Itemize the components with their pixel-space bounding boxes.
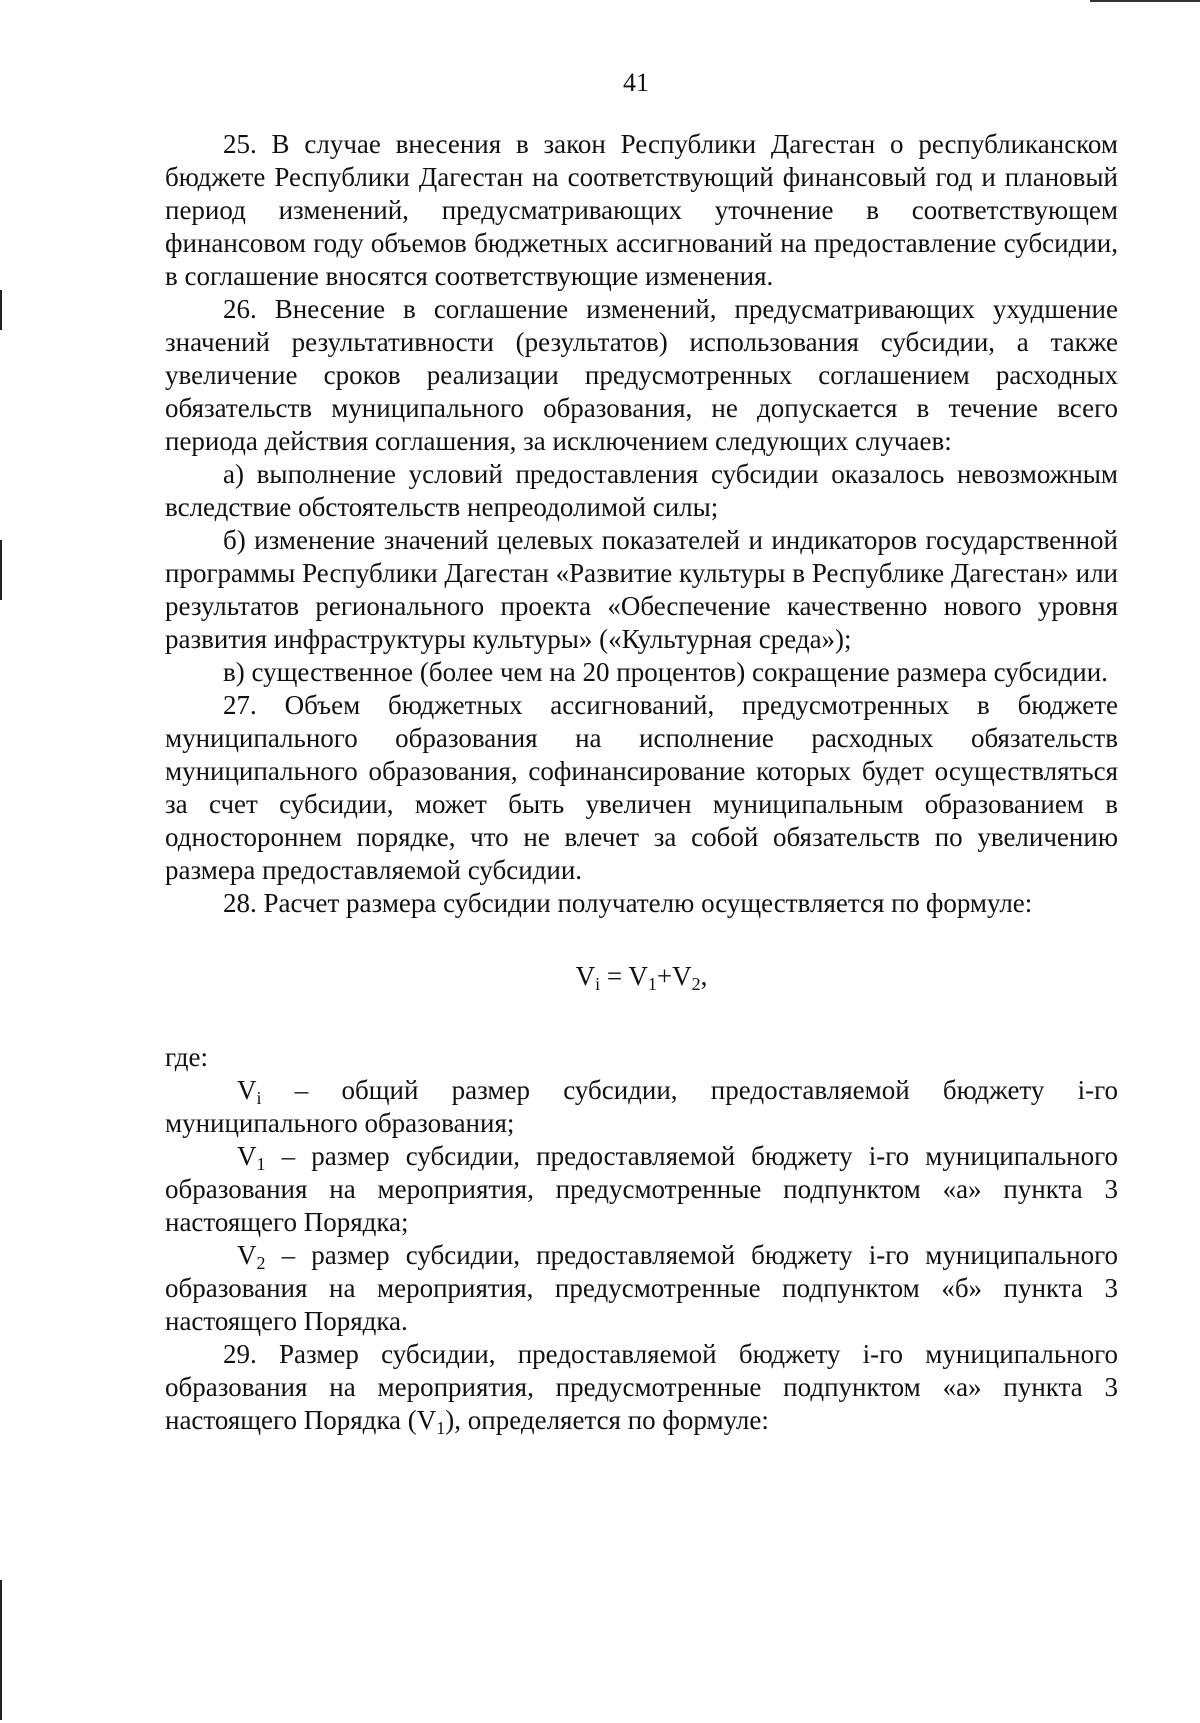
definition-v2 [165,1239,1118,1338]
scan-edge-top [1090,0,1200,2]
definition-v2-symbol: V [237,1240,257,1270]
scan-edge-left [0,290,2,330]
definition-vi [165,1074,1118,1140]
formula-lhs: V [575,961,596,991]
definition-vi-text: – общий размер субсидии, предоставляемой бюджету i-го муниципального образования; [165,1075,1118,1138]
scan-edge-left [0,1580,2,1720]
document-body [165,128,1118,1437]
definition-vi-symbol: V [237,1075,257,1105]
paragraph-29-end: ), определяется по формуле: [445,1405,769,1435]
definition-vi-sub: i [256,1088,262,1108]
paragraph-29-text: 29. Размер субсидии, предоставляемой бюджету i-го муниципального образования на мероприятия, предусмотренные подпунктом «а» пункта 3 настоящего Порядка (V [165,1339,1118,1435]
definition-v1-text: – размер субсидии, предоставляемой бюджету i-го муниципального образования на мероприятия, предусмотренные подпунктом «а» пункта 3 настоящего Порядка; [165,1141,1118,1237]
formula-t1-sub: 1 [647,974,657,994]
formula-vi [165,960,1118,993]
paragraph-29-sub: 1 [436,1418,446,1438]
formula-eq: = V [600,961,648,991]
formula-lhs-sub: i [595,974,601,994]
page-number: 41 [623,68,649,97]
definition-v2-sub: 2 [256,1253,266,1273]
formula-t2-sub: 2 [691,974,701,994]
paragraph-27: 27. Объем бюджетных ассигнований, предусмотренных в бюджете муниципального образования на исполнение расходных обязательств муниципального образования, софинансирование которых будет осуществляться за счет субсидии, может быть увеличен муниципальным образованием в одностороннем порядке, что не влечет за собой обязательств по увеличению размера предоставляемой субсидии. [165,690,1118,885]
scan-edge-left [0,540,2,600]
formula-end: , [700,961,708,991]
where-label: где: [165,1042,208,1072]
paragraph-25: 25. В случае внесения в закон Республики Дагестан о республиканском бюджете Республики Дагестан на соответствующий финансовый год и плановый период изменений, предусматривающих уточнение в соответствующем финансовом году объемов бюджетных ассигнований на предоставление субсидии, в соглашение вносятся соответствующие изменения. [165,129,1118,291]
paragraph-26-a: а) выполнение условий предоставления субсидии оказалось невозможным вследствие обстоятельств непреодолимой силы; [165,459,1118,522]
formula-plus: +V [656,961,692,991]
definition-v1 [165,1140,1118,1239]
paragraph-26-v: в) существенное (более чем на 20 процентов) сокращение размера субсидии. [223,657,1108,687]
paragraph-28: 28. Расчет размера субсидии получателю осуществляется по формуле: [223,888,1033,918]
definition-v2-text: – размер субсидии, предоставляемой бюджету i-го муниципального образования на мероприятия, предусмотренные подпунктом «б» пункта 3 настоящего Порядка. [165,1240,1118,1336]
definition-v1-symbol: V [237,1141,257,1171]
paragraph-26: 26. Внесение в соглашение изменений, предусматривающих ухудшение значений результативности (результатов) использования субсидии, а также увеличение сроков реализации предусмотренных соглашением расходных обязательств муниципального образования, не допускается в течение всего периода действия соглашения, за исключением следующих случаев: [165,294,1118,456]
paragraph-26-b: б) изменение значений целевых показателей и индикаторов государственной программы Республики Дагестан «Развитие культуры в Республике Дагестан» или результатов регионального проекта «Обеспечение качественно нового уровня развития инфраструктуры культуры» («Культурная среда»); [165,525,1118,654]
definition-v1-sub: 1 [256,1154,266,1174]
paragraph-29 [165,1338,1118,1437]
